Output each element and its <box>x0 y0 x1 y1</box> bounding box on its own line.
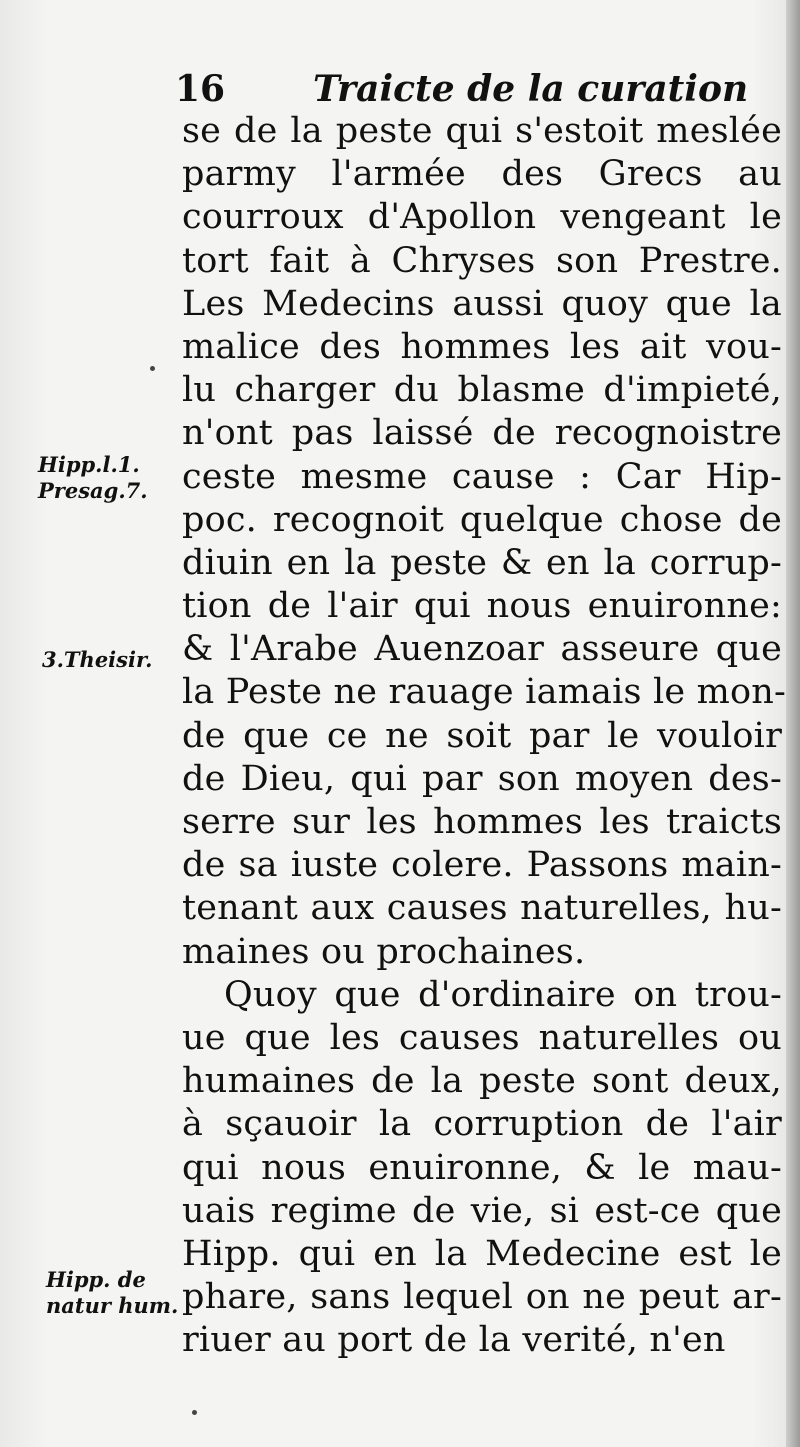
text-line: diuin en la peste & en la corrup- <box>182 542 782 583</box>
text-line: humaines de la peste sont deux, <box>182 1061 782 1102</box>
text-line: uais regime de vie, si est-ce que <box>182 1190 782 1231</box>
text-line: lu charger du blasme d'impieté, <box>182 370 782 411</box>
text-line: & l'Arabe Auenzoar asseure que <box>182 629 782 670</box>
ink-speck <box>150 366 155 371</box>
text-line: qui nous enuironne, & le mau- <box>182 1147 782 1188</box>
text-line: maines ou prochaines. <box>182 931 586 972</box>
text-line: courroux d'Apollon vengeant le <box>182 197 782 238</box>
margin-note-line: Hipp. de <box>46 1267 146 1292</box>
margin-note-hippocrates-presages <box>38 452 148 504</box>
text-line: phare, sans lequel on ne peut ar- <box>182 1277 782 1318</box>
margin-note-line: 3.Theisir. <box>42 647 153 672</box>
text-line: tion de l'air qui nous enuironne: <box>182 586 782 627</box>
margin-note-hippocrates-nature <box>46 1267 178 1319</box>
text-line: tort fait à Chryses son Prestre. <box>182 240 782 281</box>
book-spine-shadow <box>786 0 800 1447</box>
text-line: parmy l'armée des Grecs au <box>182 154 782 195</box>
text-line: se de la peste qui s'estoit meslée <box>182 111 782 151</box>
text-line: tenant aux causes naturelles, hu- <box>182 888 782 929</box>
ink-speck <box>192 1410 197 1415</box>
text-line: serre sur les hommes les traicts <box>182 802 782 842</box>
body-text <box>182 110 787 1362</box>
margin-note-line: Hipp.l.1. <box>38 452 140 477</box>
text-line: ceste mesme cause : Car Hip- <box>182 456 782 497</box>
text-line: la Peste ne rauage iamais le mon- <box>182 672 787 713</box>
margin-note-line: natur hum. <box>46 1293 179 1318</box>
text-line: malice des hommes les ait vou- <box>182 326 782 367</box>
text-line: de que ce ne soit par le vouloir <box>182 715 782 756</box>
margin-note-theisir <box>42 647 152 673</box>
text-line: ue que les causes naturelles ou <box>182 1017 782 1058</box>
text-line: de Dieu, qui par son moyen des- <box>182 758 782 799</box>
text-line: Les Medecins aussi quoy que la <box>182 283 782 324</box>
running-header <box>175 68 748 110</box>
text-line: Hipp. qui en la Medecine est le <box>182 1233 782 1274</box>
paragraph-first-line: Quoy que d'ordinaire on trou- <box>224 974 782 1015</box>
running-title: Traicte de la curation <box>313 68 749 110</box>
text-line: riuer au port de la verité, n'en <box>182 1320 726 1361</box>
text-line: à sçauoir la corruption de l'air <box>182 1104 782 1145</box>
page-number: 16 <box>175 68 226 110</box>
margin-note-line: Presag.7. <box>38 478 148 503</box>
text-line: n'ont pas laissé de recognoistre <box>182 413 782 454</box>
text-line: poc. recognoit quelque chose de <box>182 499 782 540</box>
text-line: de sa iuste colere. Passons main- <box>182 845 782 886</box>
